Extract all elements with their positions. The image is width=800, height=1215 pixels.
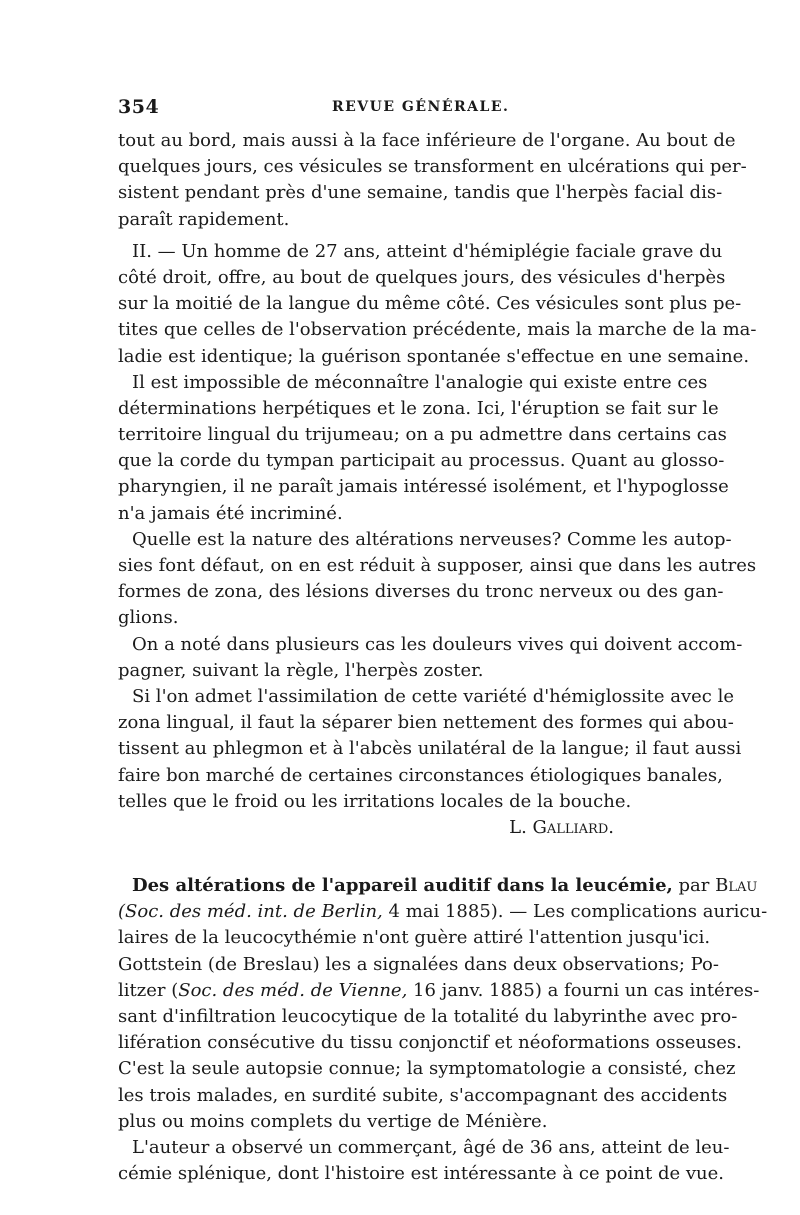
- article-title: Des altérations de l'appareil auditif dans la leucémie,: [132, 875, 673, 897]
- text-line: tout au bord, mais aussi à la face inférieure de l'organe. Au bout de: [118, 130, 736, 151]
- text-line: sistent pendant près d'une semaine, tandis que l'herpès facial dis-: [118, 182, 723, 204]
- text-line: zona lingual, il faut la séparer bien nettement des formes qui abou-: [118, 712, 734, 734]
- text-line: pagner, suivant la règle, l'herpès zoster.: [118, 659, 484, 681]
- text-line: formes de zona, des lésions diverses du tronc nerveux ou des gan-: [118, 581, 724, 603]
- page-header: [118, 96, 698, 126]
- text-line: glions.: [118, 607, 179, 629]
- text-line: L'auteur a observé un commerçant, âgé de 36 ans, atteint de leu-: [132, 1136, 730, 1158]
- text-line: Quelle est la nature des altérations nerveuses? Comme les autop-: [132, 528, 732, 550]
- article-title-line: [118, 873, 758, 899]
- text-line: déterminations herpétiques et le zona. Ici, l'éruption se fait sur le: [118, 397, 719, 419]
- text-line: tissent au phlegmon et à l'abcès unilatéral de la langue; il faut aussi: [118, 738, 742, 760]
- text-line: ladie est identique; la guérison spontanée s'effectue en une semaine.: [118, 345, 750, 367]
- text-line: C'est la seule autopsie connue; la symptomatologie a consisté, chez: [118, 1058, 736, 1080]
- text-line: [118, 978, 760, 1004]
- text-line: II. — Un homme de 27 ans, atteint d'hémiplégie faciale grave du: [132, 240, 723, 262]
- text-line: que la corde du tympan participait au processus. Quant au glosso-: [118, 450, 725, 472]
- text-line: sant d'infiltration leucocytique de la totalité du labyrinthe avec pro-: [118, 1006, 738, 1027]
- text-line: Si l'on admet l'assimilation de cette variété d'hémiglossite avec le: [132, 685, 734, 707]
- citation-date: 4 mai 1885). — Les complications auricu-: [388, 901, 768, 923]
- text-line: sies font défaut, on en est réduit à supposer, ainsi que dans les autres: [118, 555, 757, 576]
- text-line: faire bon marché de certaines circonstances étiologiques banales,: [118, 764, 723, 786]
- citation-line: [118, 899, 768, 925]
- citation-journal: (Soc. des méd. int. de Berlin,: [118, 901, 383, 923]
- text-line: côté droit, offre, au bout de quelques jours, des vésicules d'herpès: [118, 266, 726, 288]
- page-number: 354: [118, 96, 160, 118]
- text-line: paraît rapidement.: [118, 208, 290, 230]
- citation-journal: Soc. des méd. de Vienne,: [178, 979, 408, 1001]
- text-line: les trois malades, en surdité subite, s'accompagnant des accidents: [118, 1084, 728, 1106]
- text-fragment: litzer (: [118, 979, 179, 1001]
- text-line: cémie splénique, dont l'histoire est intéressante à ce point de vue.: [118, 1163, 725, 1185]
- text-line: lifération consécutive du tissu conjonctif et néoformations osseuses.: [118, 1032, 742, 1054]
- text-line: Il est impossible de méconnaître l'analogie qui existe entre ces: [132, 371, 708, 393]
- running-head: REVUE GÉNÉRALE.: [332, 99, 510, 115]
- author-signature: L. Galliard.: [509, 816, 614, 838]
- text-line: n'a jamais été incriminé.: [118, 502, 343, 524]
- text-line: territoire lingual du trijumeau; on a pu admettre dans certains cas: [118, 424, 727, 446]
- text-line: Gottstein (de Breslau) les a signalées dans deux observations; Po-: [118, 953, 719, 975]
- text-line: pharyngien, il ne paraît jamais intéressé isolément, et l'hypoglosse: [118, 476, 729, 498]
- body-text: [118, 128, 768, 1187]
- text-line: laires de la leucocythémie n'ont guère attiré l'attention jusqu'ici.: [118, 927, 711, 949]
- text-line: plus ou moins complets du vertige de Ménière.: [118, 1110, 548, 1132]
- text-line: On a noté dans plusieurs cas les douleurs vives qui doivent accom-: [132, 633, 743, 655]
- text-fragment: 16 janv. 1885) a fourni un cas intéres-: [407, 979, 760, 1001]
- text-line: tites que celles de l'observation précédente, mais la marche de la ma-: [118, 319, 757, 341]
- article-author: Blau: [715, 875, 758, 897]
- text-line: quelques jours, ces vésicules se transforment en ulcérations qui per-: [118, 156, 747, 178]
- article-title-by: par: [678, 875, 710, 897]
- text-line: sur la moitié de la langue du même côté. Ces vésicules sont plus pe-: [118, 293, 742, 315]
- text-line: telles que le froid ou les irritations locales de la bouche.: [118, 790, 632, 812]
